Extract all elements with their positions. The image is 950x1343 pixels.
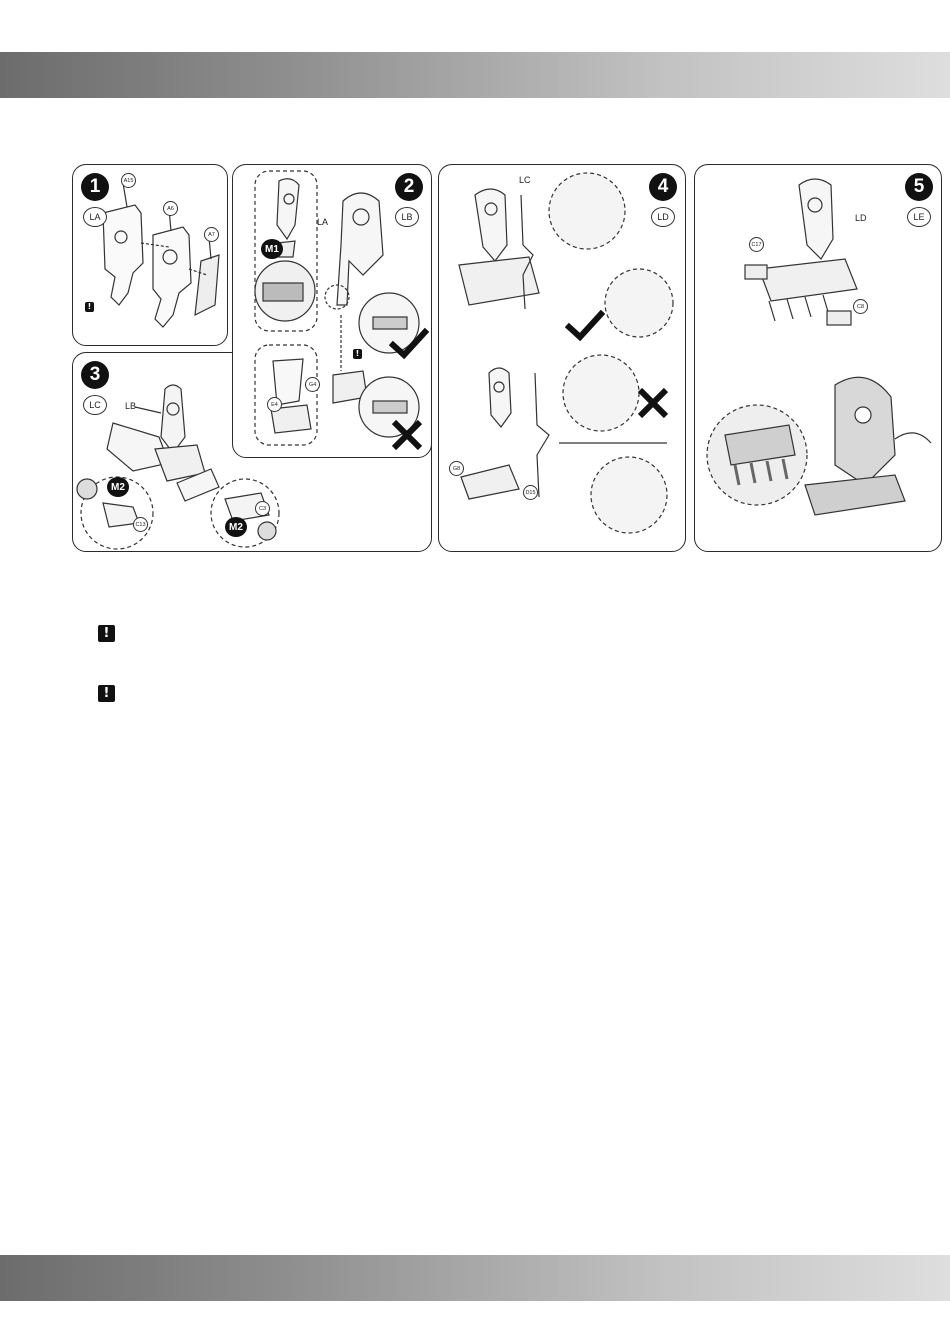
assembly-label: LB [395, 207, 419, 227]
callout-label: LC [519, 175, 531, 185]
warning-icon: ! [98, 625, 115, 642]
part-tag: C8 [853, 299, 868, 314]
callout-label: LB [125, 401, 137, 411]
callout-label: LA [317, 217, 329, 227]
step-number: 3 [81, 361, 109, 389]
callout-label: LD [855, 213, 867, 223]
assembly-label: LA [83, 207, 107, 227]
part-tag: A15 [121, 173, 136, 188]
footer-band [0, 1255, 950, 1301]
part-tag: G4 [305, 377, 320, 392]
checkmark-icon [565, 309, 605, 343]
step-number: 4 [649, 173, 677, 201]
part-tag: A7 [204, 227, 219, 242]
tool-badge: M2 [107, 477, 129, 497]
step-number: 5 [905, 173, 933, 201]
warning-icon: ! [85, 302, 94, 312]
assembly-label: LD [651, 207, 675, 227]
part-tag: C3 [255, 501, 270, 516]
part-tag: E4 [267, 397, 282, 412]
step-1-panel [72, 164, 228, 346]
step-4-panel [438, 164, 686, 552]
tool-badge: M1 [261, 239, 283, 259]
step-number: 2 [395, 173, 423, 201]
part-tag: C13 [133, 517, 148, 532]
header-band [0, 52, 950, 98]
cross-icon [635, 385, 671, 421]
part-tag: G8 [449, 461, 464, 476]
warning-icon: ! [98, 685, 115, 702]
part-tag: A6 [163, 201, 178, 216]
assembly-label: LE [907, 207, 931, 227]
step-4-illustration [439, 165, 686, 552]
step-5-panel [694, 164, 942, 552]
step-2-panel [232, 164, 432, 458]
assembly-label: LC [83, 395, 107, 415]
warning-icon: ! [353, 349, 362, 359]
part-tag: C17 [749, 237, 764, 252]
cross-icon [389, 417, 425, 453]
step-5-illustration [695, 165, 942, 552]
checkmark-icon [389, 327, 429, 361]
tool-badge: M2 [225, 517, 247, 537]
step-number: 1 [81, 173, 109, 201]
part-tag: D15 [523, 485, 538, 500]
